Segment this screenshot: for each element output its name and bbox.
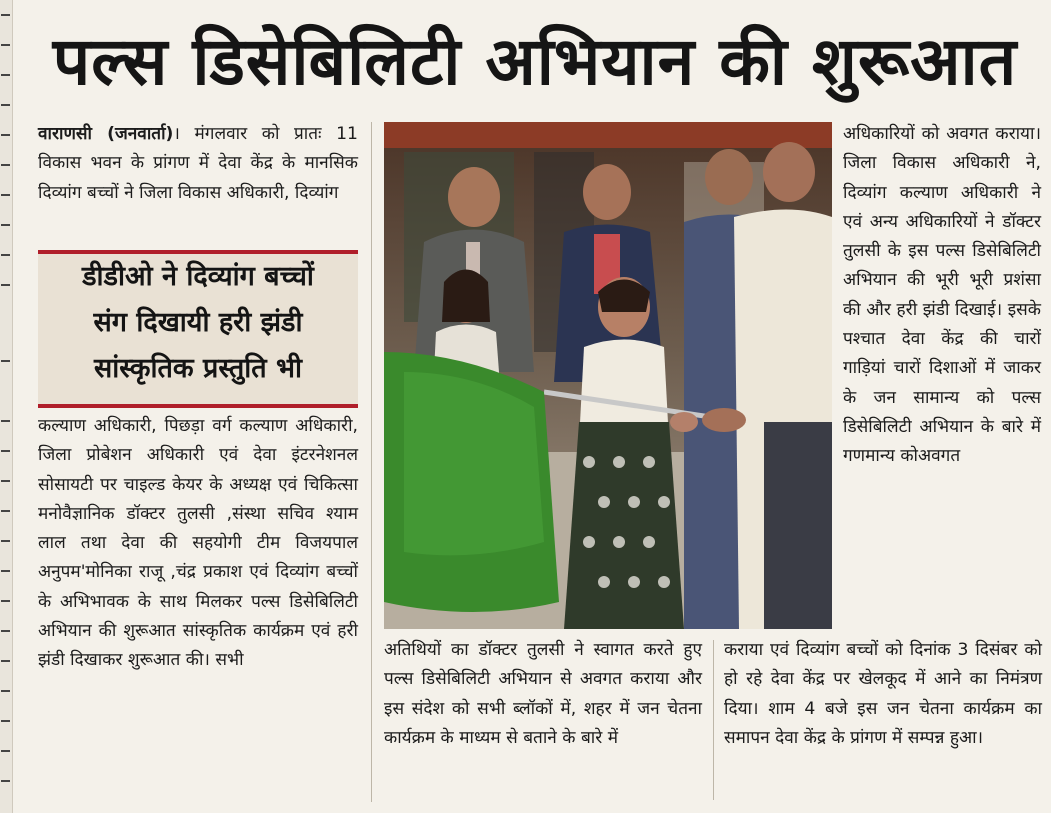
dateline: वाराणसी (जनवार्ता)	[38, 124, 174, 144]
article-column-1-bottom: कल्याण अधिकारी, पिछड़ा वर्ग कल्याण अधिकारी, जिला प्रोबेशन अधिकारी एवं देवा इंटरनेशनल सोसायटी पर चाइल्ड केयर के अध्यक्ष एवं चिकित्सा मनोवैज्ञानिक डॉक्टर तुलसी ,संस्था सचिव श्याम लाल तथा देवा की सहयोगी टीम विजयपाल अनुपम'मोनिका राजू ,चंद्र प्रकाश एवं दिव्यांग बच्चों के अभिभावक के साथ मिलकर पल्स डिसेबिलिटी अभियान की शुरूआत सांस्कृतिक कार्यक्रम एवं हरी झंडी दिखाकर शुरूआत की। सभी	[38, 416, 358, 671]
news-photo	[384, 122, 832, 629]
article-column-1-top	[38, 120, 358, 208]
column-rule	[713, 640, 714, 800]
article-text-1: । मंगलवार को प्रातः 11 विकास भवन के प्रांगण में देवा केंद्र के मानसिक दिव्यांग बच्चों ने जिला विकास अधिकारी, दिव्यांग	[38, 124, 358, 203]
article-text-under-photo-right: कराया एवं दिव्यांग बच्चों को दिनांक 3 दिसंबर को हो रहे देवा केंद्र पर खेलकूद में आने का निमंत्रण दिया। शाम 4 बजे इस जन चेतना कार्यक्रम का समापन देवा केंद्र के प्रांगण में सम्पन्न हुआ।	[724, 640, 1042, 748]
adjacent-column-edge	[0, 0, 13, 813]
kicker-box	[38, 250, 358, 408]
flag-off-photo	[384, 122, 832, 629]
article-text-under-photo-left: अतिथियों का डॉक्टर तुलसी ने स्वागत करते हुए पल्स डिसेबिलिटी अभियान से अवगत कराया और इस संदेश को सभी ब्लॉकों में, शहर में जन चेतना कार्यक्रम के माध्यम से बताने के बारे में	[384, 640, 702, 748]
article-column-3: अधिकारियों को अवगत कराया। जिला विकास अधिकारी ने, दिव्यांग कल्याण अधिकारी ने एवं अन्य अधिकारियों ने डॉक्टर तुलसी के इस पल्स डिसेबिलिटी अभियान की भूरी भूरी प्रशंसा की और हरी झंडी दिखाई। इसके पश्चात देवा केंद्र की चारों गाड़ियां चारों दिशाओं में जाकर के जन सामान्य को पल्स डिसेबिलिटी अभियान के बारे में गणमान्य कोअवगत	[843, 124, 1041, 467]
kicker-line-3: सांस्कृतिक प्रस्तुति भी	[93, 353, 302, 384]
kicker-line-1: डीडीओ ने दिव्यांग बच्चों	[82, 261, 314, 292]
headline: पल्स डिसेबिलिटी अभियान की शुरूआत	[52, 23, 1018, 100]
kicker-line-2: संग दिखायी हरी झंडी	[93, 307, 303, 338]
column-rule	[371, 122, 372, 802]
